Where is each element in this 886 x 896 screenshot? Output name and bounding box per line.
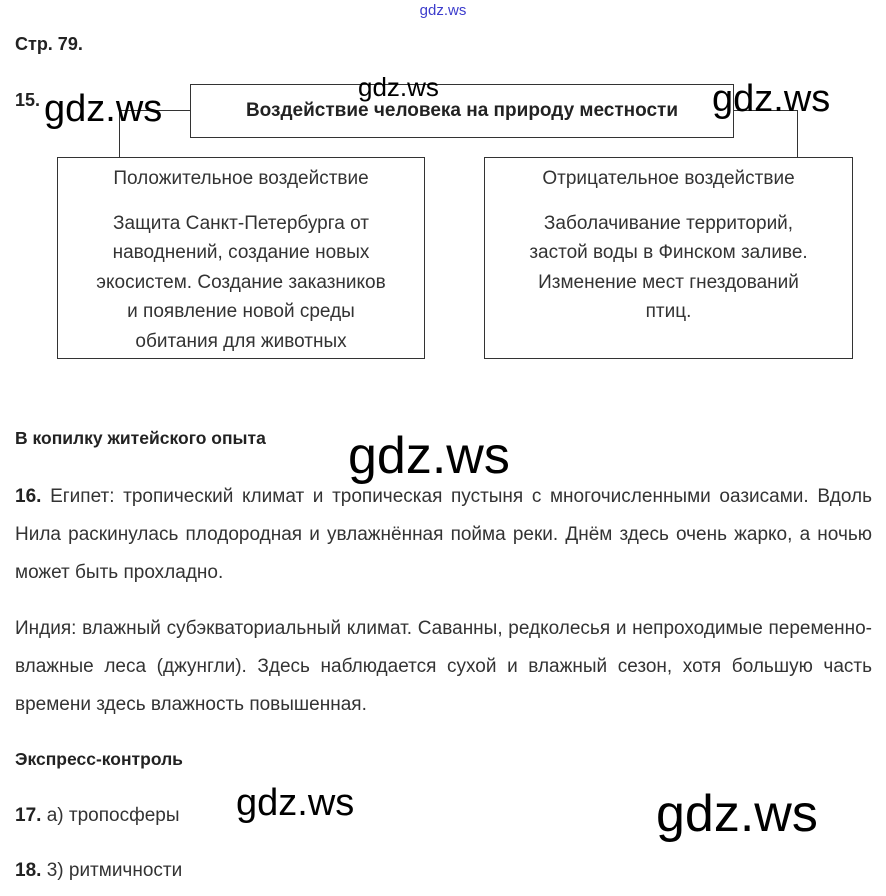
- question-16-number: 16.: [15, 486, 42, 507]
- negative-line: Заболачивание территорий,: [543, 212, 794, 234]
- positive-line: обитания для животных: [135, 330, 347, 352]
- negative-line: застой воды в Финском заливе.: [529, 242, 808, 263]
- negative-impact-title: Отрицательное воздействие: [542, 168, 795, 189]
- positive-line: наводнений, создание новых: [112, 242, 370, 263]
- india-text: Индия: влажный субэкваториальный климат. Саванны, редколесья и непроходимые переменно-влажные леса (джунгли). Здесь наблюдается сухой и влажный сезон, хотя большую часть времени здесь влажность повышенная.: [15, 618, 872, 715]
- watermark: gdz.ws: [712, 78, 831, 120]
- egypt-text: Египет: тропический климат и тропическая пустыня с многочисленными оазисами. Вдоль Нила раскинулась плодородная и увлажнённая пойма реки. Днём здесь очень жарко, а ночью может быть прохладно.: [15, 486, 872, 583]
- question-17: [15, 805, 180, 827]
- positive-impact-title: Положительное воздействие: [113, 168, 369, 189]
- positive-line: Защита Санкт-Петербурга от: [113, 212, 369, 234]
- watermark: gdz.ws: [44, 88, 163, 130]
- negative-line: птиц.: [645, 301, 692, 322]
- positive-line: экосистем. Создание заказников: [96, 271, 386, 293]
- question-18: [15, 860, 182, 882]
- question-16-egypt: [15, 478, 872, 592]
- positive-impact-box: [57, 157, 425, 359]
- negative-line: Изменение мест гнездований: [538, 271, 799, 293]
- watermark: gdz.ws: [358, 72, 439, 102]
- question-15-number: 15.: [15, 90, 41, 110]
- question-18-answer: 3) ритмичности: [46, 860, 183, 881]
- question-16-india: [15, 610, 872, 724]
- positive-line: и появление новой среды: [127, 301, 355, 322]
- section-title-life-experience: В копилку житейского опыта: [15, 428, 266, 448]
- question-17-number: 17.: [15, 805, 42, 826]
- page-reference: Стр. 79.: [15, 34, 83, 54]
- diagram-main-box: Воздействие человека на природу местности: [190, 84, 734, 138]
- section-title-express-control: Экспресс-контроль: [15, 749, 183, 769]
- question-18-number: 18.: [15, 860, 42, 881]
- negative-impact-box: [484, 157, 853, 359]
- watermark: gdz.ws: [236, 782, 355, 824]
- top-watermark: gdz.ws: [419, 2, 467, 19]
- watermark: gdz.ws: [348, 427, 510, 485]
- watermark: gdz.ws: [656, 785, 818, 843]
- question-17-answer: а) тропосферы: [46, 805, 180, 826]
